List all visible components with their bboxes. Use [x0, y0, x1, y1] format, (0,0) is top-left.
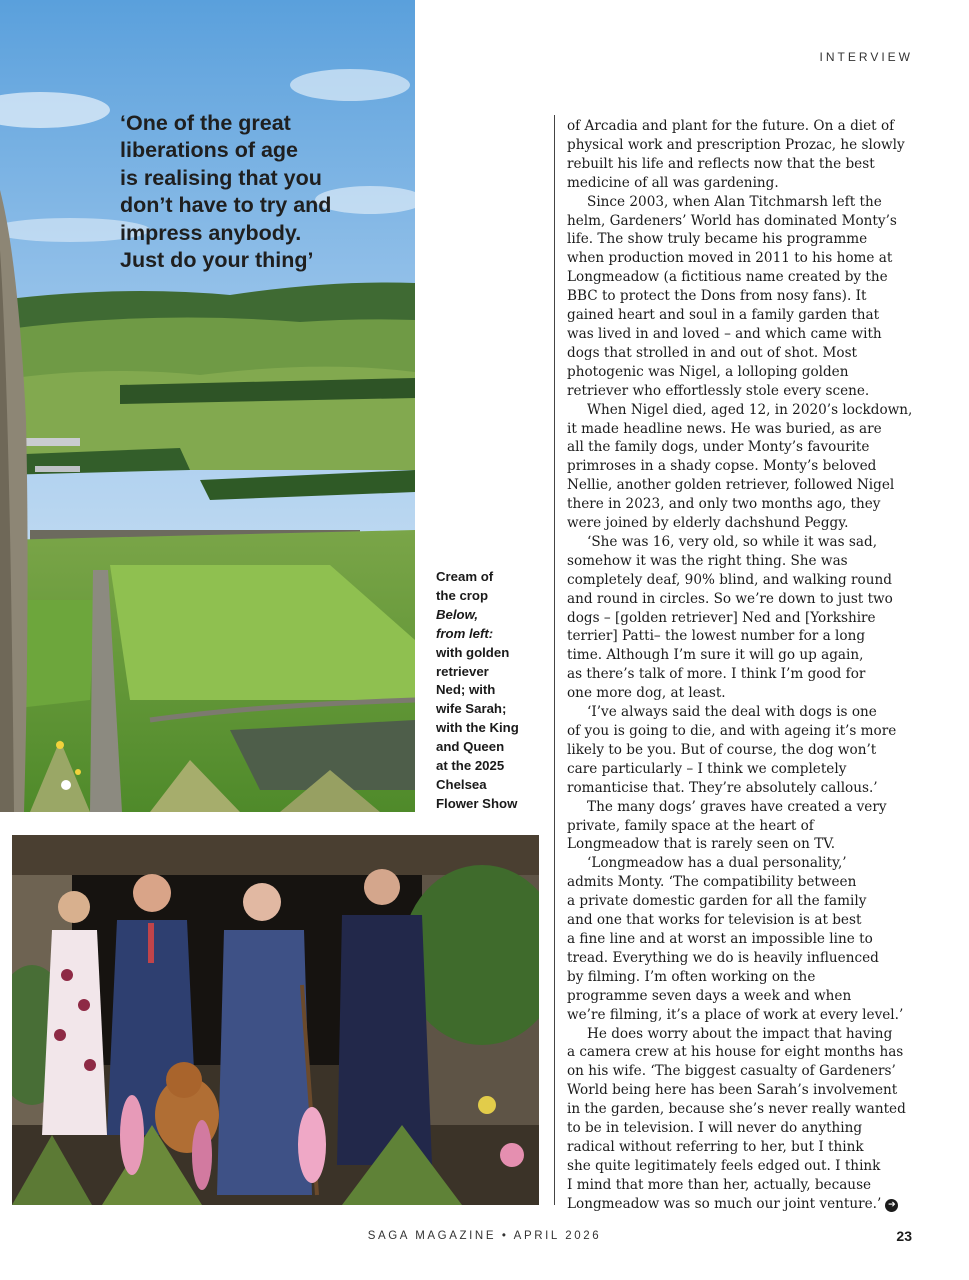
article-line-text: rebuilt his life and reflects now that the best: [567, 155, 875, 172]
article-line: [567, 930, 917, 949]
article-line: [567, 854, 917, 873]
pull-quote: [120, 110, 380, 274]
caption-body-line: Chelsea: [436, 776, 487, 792]
article-line: [567, 193, 917, 212]
article-line: [567, 703, 917, 722]
caption-lead-line: Below,: [436, 606, 479, 622]
article-line-text: ‘She was 16, very old, so while it was sad,: [587, 533, 878, 550]
article-line: [567, 420, 917, 439]
article-line: [567, 684, 917, 703]
article-line: [567, 835, 917, 854]
article-line-text: gained heart and soul in a family garden that: [567, 307, 880, 324]
article-line-text: ‘Longmeadow has a dual personality,’: [587, 855, 847, 872]
article-line: [567, 1081, 917, 1100]
article-line-text: it made headline news. He was buried, as are: [567, 420, 882, 437]
article-line: [567, 609, 917, 628]
pull-quote-line: Just do your thing’: [120, 248, 314, 273]
article-line: [567, 760, 917, 779]
article-line-text: private, family space at the heart of: [567, 817, 814, 834]
article-line: [567, 571, 917, 590]
article-line: [567, 514, 917, 533]
article-line-text: time. Although I’m sure it will go up again,: [567, 647, 864, 664]
article-line: [567, 1062, 917, 1081]
caption-title-line: Cream of: [436, 569, 494, 584]
article-line-text: when production moved in 2011 to his home at: [567, 250, 893, 267]
article-line-text: When Nigel died, aged 12, in 2020’s lockdown,: [587, 401, 913, 418]
article-line: [567, 665, 917, 684]
article-line: [567, 817, 917, 836]
article-line-text: care particularly – I think we completely: [567, 760, 847, 777]
article-line: [567, 287, 917, 306]
article-line-text: a camera crew at his house for eight months has: [567, 1044, 904, 1061]
article-line-text: BBC to protect the Dons from nosy fans). It: [567, 288, 867, 305]
article-line: [567, 1195, 917, 1214]
article-line: [567, 174, 917, 193]
article-line-text: dogs that strolled in and out of shot. Most: [567, 344, 858, 361]
article-line: [567, 722, 917, 741]
article-line: [567, 533, 917, 552]
caption-body-line: retriever: [436, 663, 489, 679]
article-line: [567, 457, 917, 476]
article-line-text: were joined by elderly dachshund Peggy.: [567, 515, 849, 532]
article-line: [567, 155, 917, 174]
column-rule: [554, 115, 555, 1205]
caption-body-line: Ned; with: [436, 682, 496, 698]
article-line: [567, 344, 917, 363]
article-line-text: and round in circles. So we’re down to just two: [567, 590, 893, 607]
chelsea-photo: [12, 835, 539, 1205]
article-line: [567, 401, 917, 420]
article-line-text: Since 2003, when Alan Titchmarsh left the: [587, 193, 882, 210]
article-line: [567, 1119, 917, 1138]
article-line: [567, 873, 917, 892]
article-line-text: there in 2023, and only two months ago, they: [567, 496, 881, 513]
article-line: [567, 552, 917, 571]
pull-quote-line: don’t have to try and: [120, 193, 332, 218]
article-line-text: ‘I’ve always said the deal with dogs is one: [587, 704, 877, 721]
article-line-text: of you is going to die, and with ageing it’s more: [567, 723, 897, 739]
article-line-text: on his wife. ‘The biggest casualty of Gardeners’: [567, 1063, 896, 1080]
end-arrow-icon: ➔: [885, 1199, 898, 1212]
caption-body-line: and Queen: [436, 739, 505, 755]
article-line-text: physical work and prescription Prozac, he slowly: [567, 136, 905, 153]
article-line: [567, 382, 917, 401]
article-line-text: romanticise that. They’re absolutely callous.’: [567, 779, 878, 796]
article-line-text: tread. Everything we do is heavily influenced: [567, 949, 879, 966]
article-line-text: a fine line and at worst an impossible line to: [567, 930, 873, 947]
pull-quote-line: liberations of age: [120, 138, 299, 163]
article-line: [567, 1006, 917, 1025]
article-line-text: all the family dogs, under Monty’s favourite: [567, 439, 870, 456]
article-line-text: Nellie, another golden retriever, followed Nigel: [567, 477, 895, 494]
article-line: [567, 495, 917, 514]
article-line: [567, 476, 917, 495]
article-line: [567, 741, 917, 760]
article-line: [567, 268, 917, 287]
article-line-text: He does worry about the impact that having: [587, 1025, 893, 1042]
article-line: [567, 230, 917, 249]
article-line-text: radical without referring to her, but I think: [567, 1138, 864, 1155]
article-line-text: Longmeadow that is rarely seen on TV.: [567, 836, 836, 853]
article-line: [567, 798, 917, 817]
page-number: 23: [896, 1228, 912, 1244]
article-line-text: admits Monty. ‘The compatibility between: [567, 874, 857, 891]
caption-title-line: the crop: [436, 587, 489, 603]
article-line: [567, 249, 917, 268]
article-line-text: of Arcadia and plant for the future. On a diet of: [567, 118, 895, 134]
article-line: [567, 1100, 917, 1119]
article-line: [567, 627, 917, 646]
article-line-text: she quite legitimately feels edged out. I think: [567, 1157, 881, 1174]
article-line: [567, 325, 917, 344]
pull-quote-line: ‘One of the great: [120, 111, 291, 135]
pull-quote-line: is realising that you: [120, 165, 322, 190]
article-line-text: terrier] Patti– the lowest number for a long: [567, 628, 866, 645]
section-label: INTERVIEW: [819, 50, 913, 64]
caption-body-line: wife Sarah;: [436, 701, 507, 717]
article-line-text: life. The show truly became his programme: [567, 231, 868, 248]
article-line: [567, 779, 917, 798]
article-line-text: The many dogs’ graves have created a very: [587, 798, 887, 815]
article-line-text: retriever who effortlessly stole every scene.: [567, 382, 870, 399]
article-line-text: completely deaf, 90% blind, and walking round: [567, 571, 892, 588]
article-line: [567, 590, 917, 609]
caption-body-line: at the 2025: [436, 758, 505, 774]
article-line: [567, 1138, 917, 1157]
footer-publication: SAGA MAGAZINE • APRIL 2026: [367, 1230, 602, 1242]
article-line-text: a private domestic garden for all the family: [567, 893, 867, 910]
article-line-text: World being here has been Sarah’s involvement: [567, 1082, 898, 1099]
article-line: [567, 892, 917, 911]
article-line-text: to be in television. I will never do anything: [567, 1120, 863, 1137]
article-line-text: somehow it was the right thing. She was: [567, 552, 848, 569]
caption-body-line: with golden: [436, 644, 510, 660]
article-line-text: in the garden, because she’s never really wanted: [567, 1101, 906, 1118]
article-line: [567, 306, 917, 325]
pull-quote-line: impress anybody.: [120, 220, 302, 245]
article-line-text: dogs – [golden retriever] Ned and [Yorkshire: [567, 609, 876, 626]
article-line-text: likely to be you. But of course, the dog won’t: [567, 741, 877, 758]
article-line: [567, 1043, 917, 1062]
article-line: [567, 987, 917, 1006]
article-line: [567, 363, 917, 382]
article-line-text: one more dog, at least.: [567, 685, 726, 702]
article-line-text: we’re filming, it’s a place of work at every level.’: [567, 1006, 904, 1023]
article-line: [567, 212, 917, 231]
article-line-text: Longmeadow was so much our joint venture.’: [567, 1195, 882, 1212]
article-line-text: by filming. I’m often working on the: [567, 968, 816, 985]
article-line-text: Longmeadow (a fictitious name created by the: [567, 269, 888, 286]
article-line-text: primroses in a shady copse. Monty’s beloved: [567, 458, 877, 475]
article-line-text: I mind that more than her, actually, because: [567, 1176, 872, 1193]
article-line: [567, 136, 917, 155]
caption-body-line: Flower Show: [436, 795, 518, 811]
article-line-text: photogenic was Nigel, a lolloping golden: [567, 363, 849, 380]
article-line-text: was lived in and loved – and which came with: [567, 325, 882, 342]
caption-lead-line: from left:: [436, 625, 494, 641]
article-body: [567, 117, 917, 1214]
article-line-text: medicine of all was gardening.: [567, 174, 779, 191]
article-line: [567, 646, 917, 665]
photo-caption: [436, 568, 546, 814]
article-line: [567, 911, 917, 930]
article-line: [567, 1176, 917, 1195]
caption-body-line: with the King: [436, 720, 519, 736]
article-line-text: and one that works for television is at best: [567, 912, 862, 929]
article-line-text: programme seven days a week and when: [567, 987, 852, 1004]
article-line: [567, 438, 917, 457]
article-line: [567, 117, 917, 136]
article-line: [567, 1157, 917, 1176]
article-line: [567, 968, 917, 987]
article-line: [567, 949, 917, 968]
article-line-text: helm, Gardeners’ World has dominated Monty’s: [567, 212, 897, 229]
article-line-text: as there’s talk of more. I think I’m good for: [567, 666, 866, 683]
article-line: [567, 1025, 917, 1044]
